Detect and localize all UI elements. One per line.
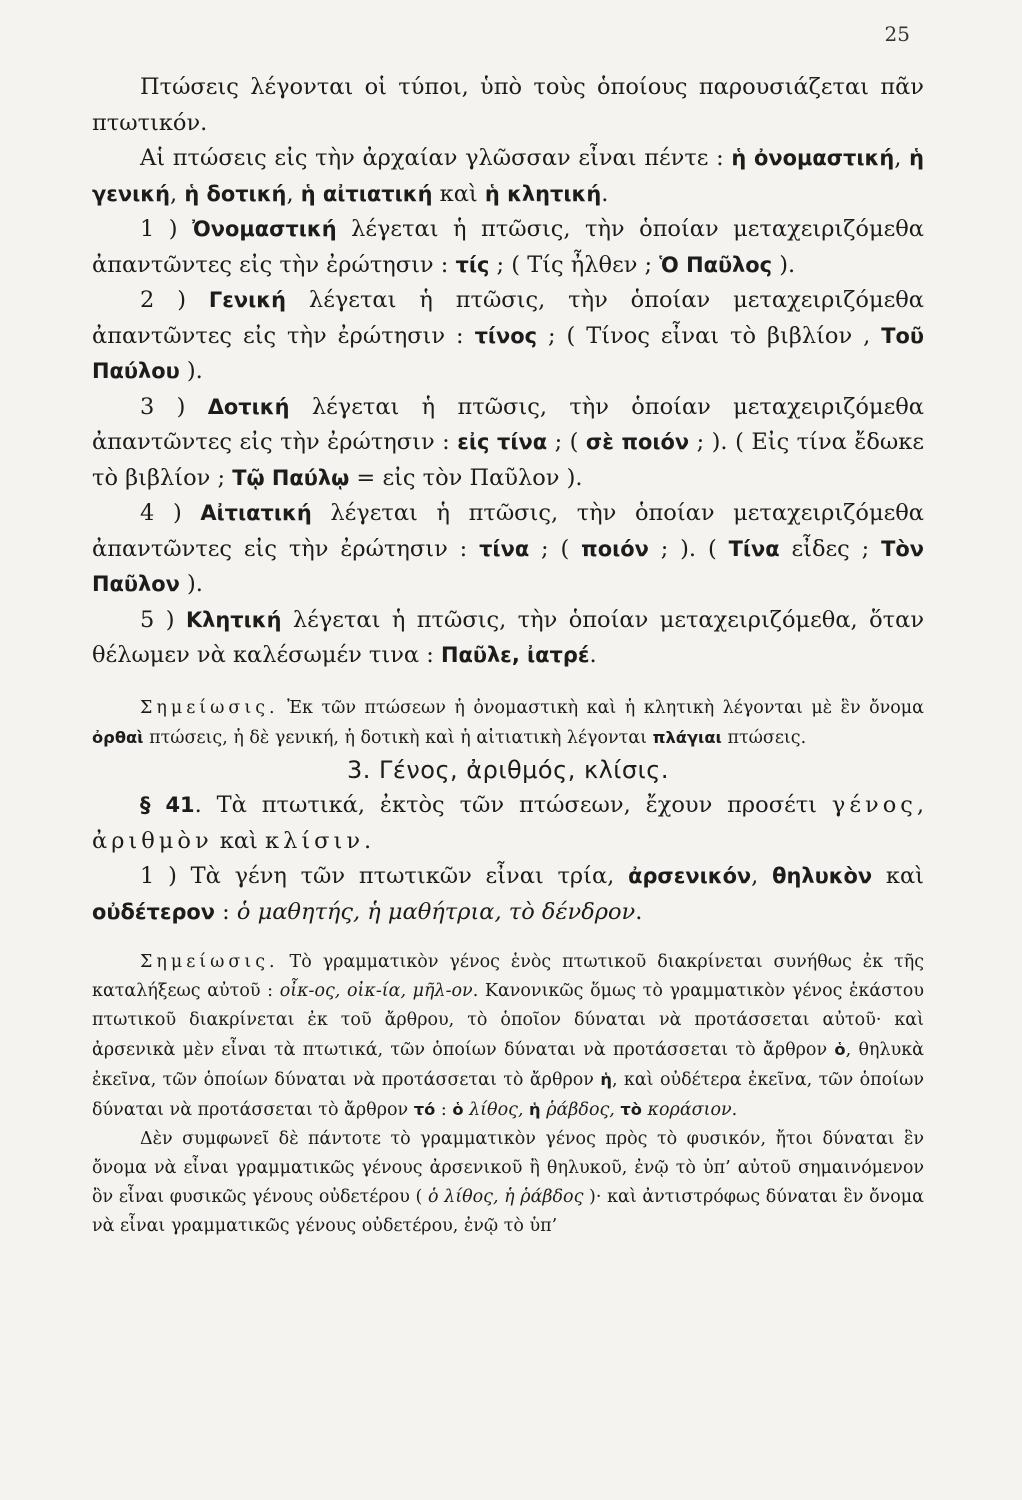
text-run: πτώσεις, ἡ δὲ γενική, ἡ δοτικὴ καὶ ἡ αἰτιατικὴ λέγονται [143,727,653,748]
text-run: . [635,898,643,925]
text-run: ). [179,358,203,384]
bold-article: τὸ [620,1100,642,1119]
text-run: Τὰ γένη τῶν πτωτικῶν εἶναι τρία, [190,863,629,889]
text-run: πτώσεις. [721,727,807,748]
cases-list-paragraph [92,141,924,212]
bold-article: ἡ [600,1070,612,1089]
text-run: Τὸ γραμματικὸν γένος ἑνὸς πτωτικοῦ διακρίνεται συνήθως ἐκ τῆς καταλήξεως αὐτοῦ : [92,952,924,1001]
text-run: , [286,180,301,207]
bold-answer: Ὁ Παῦλος [659,252,773,277]
text-run: , θηλυκὰ ἐκεῖνα, τῶν ὁποίων δύναται νὰ προτάσσεται τὸ ἄρθρον [92,1040,924,1090]
text-run: . [589,642,597,668]
bold-term: ἡ ὀνομαστική [731,146,895,170]
text-run: ; ( [529,535,582,562]
note-label: Σημείωσις. [140,697,279,718]
bold-answer: Τὸν Παῦλον [92,536,924,596]
text-run: καὶ [212,827,266,854]
note-gender [92,948,924,1125]
text-run: ). [179,571,203,597]
text-run: . Κανονικῶς ὅμως τὸ γραμματικὸν γένος ἑκάστου πτωτικοῦ διακρίνεται ἐκ τοῦ ἄρθρου, τὸ ὁποῖον δύναται νὰ προτάσσεται αὐτοῦ· καὶ ἀρσενικὰ μὲν εἶναι τὰ πτωτικά, τῶν ὁποίων δύναται νὰ προτάσσεται τὸ ἄρθρον [92,981,924,1060]
italic-example: ὁ λίθος, ἡ ῥάβδος [427,1187,584,1207]
text-run: . [731,1100,738,1120]
item-number: 4 ) [140,500,201,526]
italic-example: κοράσιον [641,1100,732,1120]
text-run: , [894,145,910,171]
text-run: καὶ [872,863,924,889]
bold-question: τίνα [479,536,530,561]
bold-question: τίνος [474,323,538,348]
bold-term: ἡ αἰτιατική [300,181,433,206]
definition-paragraph: Πτώσεις λέγονται οἱ τύποι, ὑπὸ τοὺς ὁποίους παρουσιάζεται πᾶν πτωτικόν. [92,74,924,136]
vocative-item [92,603,924,674]
bold-term: Γενική [208,288,287,312]
item-number: 1 ) [140,216,193,242]
text-run: ; ( [547,429,586,455]
bold-term: οὐδέτερον [92,899,216,924]
text-run: ; ). ( Εἰς τίνα ἔδωκε τὸ βιβλίον ; [92,429,924,491]
paragraph-41 [92,788,924,859]
text-run: Ἐκ τῶν πτώσεων ἡ ὀνομαστικὴ καὶ ἡ κλητικὴ λέγονται μὲ ἓν ὄνομα [278,697,924,718]
note-cases [92,694,924,753]
text-run: λέγεται ἡ πτῶσις, τὴν ὁποίαν μεταχειριζόμεθα ἀπαντῶντες εἰς τὴν ἐρώτησιν : [92,393,924,455]
bold-term: πλάγιαι [652,727,722,747]
spaced-term: ἀριθμὸν [92,827,213,854]
text-run: ; ). ( [648,535,729,562]
italic-example: ῥάβδος, [540,1100,621,1120]
spaced-term: γένος [831,792,917,818]
text-run: : [435,1100,453,1120]
bold-article: τό [413,1100,436,1119]
text-run: λέγεται ἡ πτῶσις, τὴν ὁποίαν μεταχειριζόμεθα ἀπαντῶντες εἰς τὴν ἐρώτησιν : [92,500,924,562]
dative-item [92,390,924,497]
italic-example: λίθος, [463,1100,530,1120]
bold-answer: Τοῦ Παύλου [92,323,924,383]
item-number: 3 ) [140,393,208,420]
text-run: . [601,180,609,207]
text-run: εἶδες ; [779,535,882,562]
bold-term: Κλητική [185,607,282,632]
bold-question: εἰς τίνα [457,430,548,454]
text-run: , [751,863,773,889]
text-run: )· καὶ ἀντιστρόφως δύναται ἓν ὄνομα νὰ εἶναι γραμματικῶς γένους οὐδετέρου, ἐνῷ τὸ ὑπ’ [92,1187,924,1236]
bold-term: ἀρσενικόν [628,864,752,888]
page-number: 25 [884,22,910,46]
bold-article: ὁ [834,1040,846,1059]
genders-item [92,859,924,930]
bold-answer: Τῷ Παύλῳ [232,465,350,490]
text-run: : [215,898,237,925]
italic-example: οἶκ-ος, οἰκ-ία, μῆλ-ον [279,981,473,1001]
italic-example: ὁ μαθητής, ἡ μαθήτρια, τὸ δένδρον [236,898,636,925]
genitive-item [92,283,924,390]
text-run: ; ( Τίνος εἶναι τὸ βιβλίον , [537,322,882,349]
bold-question: σὲ ποιόν [585,430,690,454]
spaced-term: κλίσιν [265,827,365,854]
item-number: 1 ) [140,863,191,889]
text-run: ; ( Τίς ἦλθεν ; [489,251,660,278]
bold-article: ἡ [529,1100,541,1119]
text-run: Δὲν συμφωνεῖ δὲ πάντοτε τὸ γραμματικὸν γένος πρὸς τὸ φυσικόν, ἤτοι δύναται ἓν ὄνομα νὰ εἶναι γραμματικῶς γένους ἀρσενικοῦ ἢ θηλυκοῦ, ἐνῷ τὸ ὑπ’ αὐτοῦ σημαινόμενον ὂν εἶναι φυσικῶς γένους οὐδετέρου ( [92,1129,924,1207]
note-gender-continued [92,1125,924,1241]
text-run: Αἱ πτώσεις εἰς τὴν ἀρχαίαν γλῶσσαν εἶναι πέντε : [140,145,732,171]
section-symbol: § [140,793,166,817]
bold-term: θηλυκὸν [772,864,873,888]
bold-term: ἡ δοτική [184,181,287,206]
bold-term: ὀρθαὶ [92,727,144,747]
bold-question: Τίνα [728,536,780,561]
bold-term: ἡ κλητική [484,181,602,206]
text-run: , καὶ οὐδέτερα ἐκεῖνα, τῶν ὁποίων δύναται νὰ προτάσσεται τὸ ἄρθρον [92,1070,924,1120]
bold-question: ποιόν [581,536,649,561]
text-run: καὶ [432,180,485,207]
text-run: . [364,827,372,854]
text-run: λέγεται ἡ πτῶσις, τὴν ὁποίαν μεταχειριζόμεθα ἀπαντῶντες εἰς τὴν ἐρώτησιν : [92,216,924,278]
item-number: 5 ) [140,606,186,633]
bold-term: Αἰτιατική [200,501,312,525]
text-run: , [170,180,185,207]
paragraph-number: 41 [165,793,195,817]
text-run: λέγεται ἡ πτῶσις, τὴν ὁποίαν μεταχειριζόμεθα ἀπαντῶντες εἰς τὴν ἐρώτησιν : [92,287,924,349]
note-label: Σημείωσις. [140,952,279,972]
bold-term: ἡ γενική [92,146,924,206]
text-run: , [916,792,924,818]
text-run: . Τὰ πτωτικά, ἐκτὸς τῶν πτώσεων, ἔχουν προσέτι [194,792,832,818]
bold-answer: Παῦλε, ἰατρέ [440,643,590,667]
page-body [92,70,924,1241]
bold-article: ὁ [452,1100,464,1119]
bold-term: Δοτική [207,394,290,419]
section-title: 3. Γένος, ἀριθμός, κλίσις. [347,755,669,784]
bold-term: Ὀνομαστική [192,217,337,241]
text-run: λέγεται ἡ πτῶσις, τὴν ὁποίαν μεταχειριζόμεθα, ὅταν θέλωμεν νὰ καλέσωμέν τινα : [92,606,924,668]
text-run: ). [772,251,796,278]
bold-question: τίς [455,252,490,277]
text-run: = εἰς τὸν Παῦλον ). [349,464,583,491]
accusative-item [92,496,924,603]
item-number: 2 ) [140,287,209,313]
nominative-item [92,212,924,283]
